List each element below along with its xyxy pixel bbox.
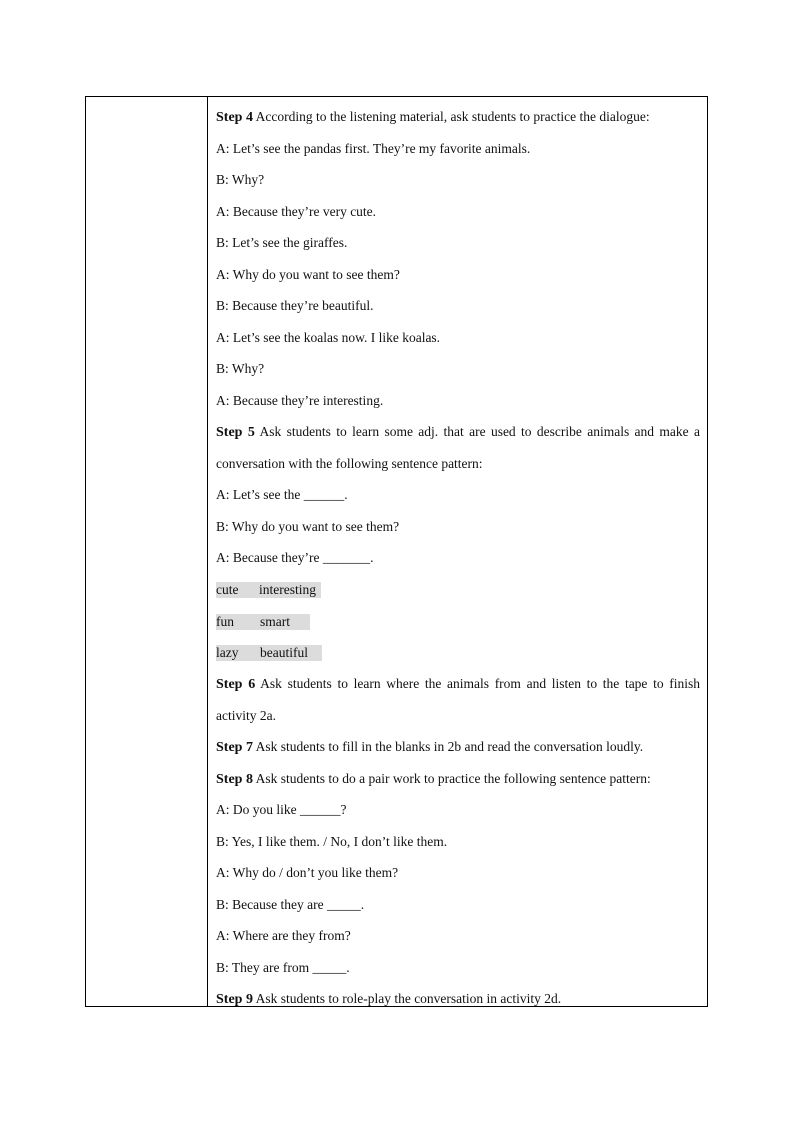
adjective-word: beautiful [260,645,308,661]
step-4-instruction [216,101,700,133]
step-label: Step 5 [216,425,255,440]
step-label: Step 4 [216,110,253,125]
dialogue-line: A: Why do you want to see them? [216,266,400,282]
word-bank-row [216,637,700,669]
adjective-word: cute [216,582,239,598]
step-label: Step 6 [216,677,256,692]
step-text: Ask students to learn some adj. that are used to describe animals and make a [259,424,700,439]
dialogue-line: A: Because they’re very cute. [216,203,377,219]
word-bank-row [216,574,700,606]
adjective-word: smart [260,613,290,629]
pattern-line: A: Where are they from? [216,928,351,943]
dialogue-line: A: Let’s see the pandas first. They’re my favorite animals. [216,140,531,156]
adjective-word: fun [216,613,234,629]
table-left-cell [86,97,208,1006]
pattern-line: B: They are from _____. [216,959,350,975]
step-label: Step 8 [216,771,253,787]
step-text-continued: activity 2a. [216,707,276,723]
dialogue-line: B: Because they’re beautiful. [216,298,374,313]
adjective-word: interesting [259,582,316,598]
step-text: Ask students to do a pair work to practice the following sentence pattern: [255,770,651,786]
step-5-instruction [216,416,700,448]
highlighted-words [216,614,310,630]
step-7-instruction [216,731,700,763]
lesson-plan-table [85,96,708,1007]
step-text: Ask students to role-play the conversation in activity 2d. [255,991,562,1006]
dialogue-line: A: Let’s see the koalas now. I like koalas. [216,329,441,345]
dialogue-line: A: Because they’re interesting. [216,392,384,408]
step-6-instruction [216,668,700,700]
step-text-continued: conversation with the following sentence pattern: [216,455,483,471]
step-text: Ask students to fill in the blanks in 2b and read the conversation loudly. [255,739,644,754]
dialogue-line: B: Why? [216,361,265,376]
step-text: According to the listening material, ask students to practice the dialogue: [255,109,650,124]
pattern-line: A: Why do / don’t you like them? [216,865,399,880]
dialogue-line: B: Let’s see the giraffes. [216,235,348,250]
step-label: Step 9 [216,992,253,1007]
pattern-line: A: Let’s see the ______. [216,487,348,502]
dialogue-line: B: Why? [216,172,265,187]
highlighted-words [216,582,321,598]
step-label: Step 7 [216,740,253,755]
pattern-line: B: Why do you want to see them? [216,518,400,534]
adjective-word: lazy [216,645,239,661]
highlighted-words [216,645,322,661]
step-9-instruction [216,983,700,1015]
step-8-instruction [216,763,700,795]
pattern-line: B: Because they are _____. [216,896,365,912]
pattern-line: A: Do you like ______? [216,802,347,817]
word-bank-row [216,605,700,637]
pattern-line: B: Yes, I like them. / No, I don’t like them. [216,833,448,849]
step-text: Ask students to learn where the animals from and listen to the tape to finish [260,676,700,691]
table-right-cell [208,97,707,1006]
pattern-line: A: Because they’re _______. [216,550,374,565]
